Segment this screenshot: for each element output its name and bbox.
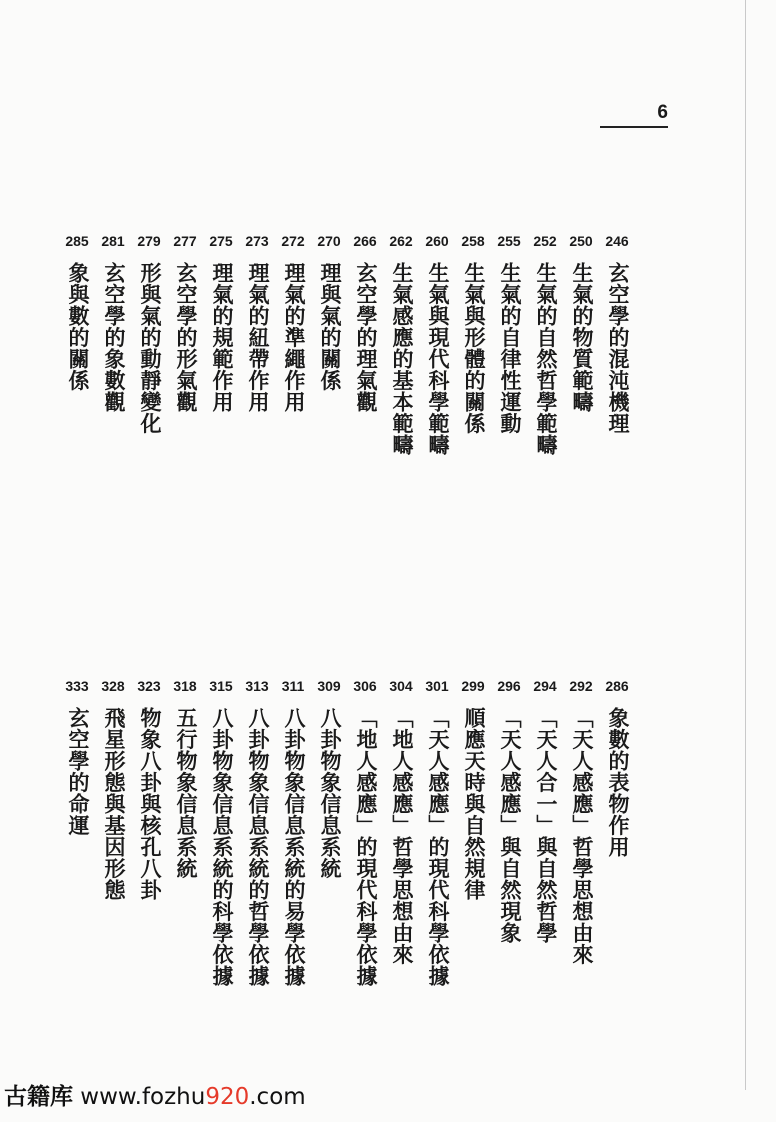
toc-title: 玄空學的理氣觀 xyxy=(354,262,379,413)
toc-title: 生氣與形體的關係 xyxy=(462,262,487,434)
toc-page-number: 277 xyxy=(173,233,197,249)
page-edge-line xyxy=(745,0,746,1090)
toc-page-number: 275 xyxy=(209,233,233,249)
toc-title: 物象八卦與核孔八卦 xyxy=(138,707,163,901)
toc-title: 生氣與現代科學範疇 xyxy=(426,262,451,456)
toc-page-number: 260 xyxy=(425,233,449,249)
toc-title: 「地人感應」的現代科學依據 xyxy=(354,707,379,987)
toc-page-number: 318 xyxy=(173,678,197,694)
toc-title: 玄空學的命運 xyxy=(66,707,91,836)
toc-title: 玄空學的混沌機理 xyxy=(606,262,631,434)
toc-title: 八卦物象信息系統的易學依據 xyxy=(282,707,307,987)
watermark-cn: 古籍库 xyxy=(4,1084,73,1110)
toc-page-number: 304 xyxy=(389,678,413,694)
toc-title: 「天人感應」哲學思想由來 xyxy=(570,707,595,965)
toc-page-number: 285 xyxy=(65,233,89,249)
toc-page-number: 333 xyxy=(65,678,89,694)
watermark-prefix: www.fozhu xyxy=(73,1084,206,1110)
toc-title: 飛星形態與基因形態 xyxy=(102,707,127,901)
toc-title: 象與數的關係 xyxy=(66,262,91,391)
toc-title: 「地人感應」哲學思想由來 xyxy=(390,707,415,965)
toc-page-number: 315 xyxy=(209,678,233,694)
toc-title: 形與氣的動靜變化 xyxy=(138,262,163,434)
toc-page-number: 309 xyxy=(317,678,341,694)
toc-page-number: 258 xyxy=(461,233,485,249)
toc-title: 玄空學的象數觀 xyxy=(102,262,127,413)
watermark-num: 920 xyxy=(205,1084,250,1110)
toc-page-number: 252 xyxy=(533,233,557,249)
toc-page-number: 255 xyxy=(497,233,521,249)
toc-page-number: 301 xyxy=(425,678,449,694)
toc-page-number: 272 xyxy=(281,233,305,249)
toc-page-number: 306 xyxy=(353,678,377,694)
watermark-suffix: .com xyxy=(249,1084,306,1110)
page-number: 6 xyxy=(600,100,668,128)
toc-title: 玄空學的形氣觀 xyxy=(174,262,199,413)
toc-title: 生氣的自律性運動 xyxy=(498,262,523,434)
toc-title: 生氣的自然哲學範疇 xyxy=(534,262,559,456)
toc-title: 八卦物象信息系統的哲學依據 xyxy=(246,707,271,987)
toc-page-number: 299 xyxy=(461,678,485,694)
toc-title: 理氣的規範作用 xyxy=(210,262,235,413)
toc-title: 「天人感應」的現代科學依據 xyxy=(426,707,451,987)
toc-page-number: 323 xyxy=(137,678,161,694)
toc-title: 理氣的紐帶作用 xyxy=(246,262,271,413)
toc-page-number: 292 xyxy=(569,678,593,694)
toc-title: 五行物象信息系統 xyxy=(174,707,199,879)
toc-title: 生氣的物質範疇 xyxy=(570,262,595,413)
toc-title: 八卦物象信息系統的科學依據 xyxy=(210,707,235,987)
toc-page-number: 286 xyxy=(605,678,629,694)
toc-title: 生氣感應的基本範疇 xyxy=(390,262,415,456)
toc-title: 「天人合一」與自然哲學 xyxy=(534,707,559,944)
toc-page-number: 281 xyxy=(101,233,125,249)
toc-page-number: 250 xyxy=(569,233,593,249)
toc-page-number: 294 xyxy=(533,678,557,694)
toc-title: 「天人感應」與自然現象 xyxy=(498,707,523,944)
toc-page-number: 262 xyxy=(389,233,413,249)
toc-page-number: 246 xyxy=(605,233,629,249)
toc-page-number: 270 xyxy=(317,233,341,249)
toc-page-number: 328 xyxy=(101,678,125,694)
watermark xyxy=(4,1080,306,1114)
toc-page-number: 273 xyxy=(245,233,269,249)
toc-page-number: 311 xyxy=(281,678,305,694)
toc-title: 理氣的準繩作用 xyxy=(282,262,307,413)
toc-page-number: 266 xyxy=(353,233,377,249)
toc-title: 理與氣的關係 xyxy=(318,262,343,391)
toc-title: 八卦物象信息系統 xyxy=(318,707,343,879)
toc-page-number: 279 xyxy=(137,233,161,249)
toc-title: 順應天時與自然規律 xyxy=(462,707,487,901)
toc-page-number: 296 xyxy=(497,678,521,694)
toc-page-number: 313 xyxy=(245,678,269,694)
toc-title: 象數的表物作用 xyxy=(606,707,631,858)
